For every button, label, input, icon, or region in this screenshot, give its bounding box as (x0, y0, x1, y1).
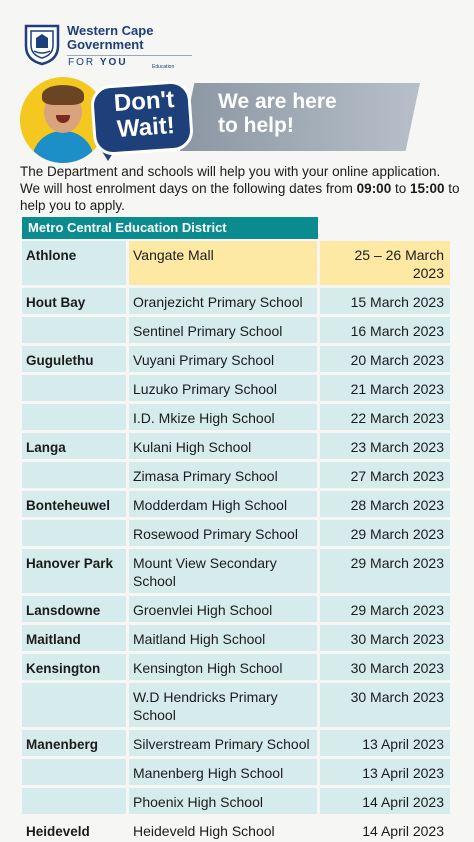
table-row (22, 788, 450, 814)
venue-cell: Zimasa Primary School (129, 462, 317, 488)
table-row (22, 817, 450, 842)
table-row (22, 433, 450, 459)
area-cell (22, 404, 126, 430)
logo-department: Education (152, 64, 175, 70)
table-row (22, 683, 450, 727)
date-cell: 30 March 2023 (320, 683, 450, 727)
date-cell: 21 March 2023 (320, 375, 450, 401)
date-cell: 29 March 2023 (320, 596, 450, 622)
table-row (22, 346, 450, 372)
date-cell: 25 – 26 March 2023 (320, 241, 450, 285)
area-cell: Athlone (22, 241, 126, 285)
table-row (22, 462, 450, 488)
date-cell: 28 March 2023 (320, 491, 450, 517)
date-cell: 30 March 2023 (320, 654, 450, 680)
table-row (22, 375, 450, 401)
area-cell (22, 375, 126, 401)
venue-cell: Kulani High School (129, 433, 317, 459)
area-cell: Manenberg (22, 730, 126, 756)
banner-tagline: We are here to help! (218, 90, 337, 137)
crest-icon (22, 22, 62, 66)
date-cell: 23 March 2023 (320, 433, 450, 459)
venue-cell: Oranjezicht Primary School (129, 288, 317, 314)
table-row (22, 759, 450, 785)
area-cell (22, 317, 126, 343)
date-cell: 13 April 2023 (320, 730, 450, 756)
table-row (22, 596, 450, 622)
venue-cell: W.D Hendricks Primary School (129, 683, 317, 727)
logo-tagline: FOR YOU (68, 57, 128, 68)
venue-cell: I.D. Mkize High School (129, 404, 317, 430)
table-row (22, 288, 450, 314)
date-cell: 29 March 2023 (320, 549, 450, 593)
venue-cell: Maitland High School (129, 625, 317, 651)
date-cell: 14 April 2023 (320, 788, 450, 814)
intro-paragraph: The Department and schools will help you with your online application. We will host enrolment days on the following dates from 09:00 to 15:00 to help you to apply. (20, 164, 460, 213)
area-cell: Lansdowne (22, 596, 126, 622)
venue-cell: Manenberg High School (129, 759, 317, 785)
venue-cell: Luzuko Primary School (129, 375, 317, 401)
table-row (22, 625, 450, 651)
venue-cell: Heideveld High School (133, 823, 275, 839)
venue-cell: Modderdam High School (129, 491, 317, 517)
venue-cell: Sentinel Primary School (129, 317, 317, 343)
area-cell: Gugulethu (22, 346, 126, 372)
venue-cell: Groenvlei High School (129, 596, 317, 622)
start-time: 09:00 (356, 181, 392, 196)
table-row (22, 654, 450, 680)
logo-divider (67, 55, 192, 56)
logo-line2: Government (67, 37, 144, 52)
hero-banner (0, 75, 474, 165)
table-row (22, 491, 450, 517)
venue-cell: Kensington High School (129, 654, 317, 680)
area-cell: Heideveld (26, 824, 90, 839)
table-row (22, 317, 450, 343)
speech-bubble-text: Don't Wait! (113, 85, 176, 143)
area-cell: Hanover Park (22, 549, 126, 593)
date-cell: 30 March 2023 (320, 625, 450, 651)
area-cell: Bonteheuwel (22, 491, 126, 517)
area-cell: Maitland (22, 625, 126, 651)
venue-cell: Phoenix High School (129, 788, 317, 814)
table-row (22, 404, 450, 430)
wcg-logo (22, 20, 192, 70)
table-row (22, 241, 450, 285)
date-cell: 20 March 2023 (320, 346, 450, 372)
date-cell: 16 March 2023 (320, 317, 450, 343)
area-cell (22, 683, 126, 727)
venue-cell: Silverstream Primary School (129, 730, 317, 756)
area-cell: Kensington (22, 654, 126, 680)
venue-cell: Vuyani Primary School (129, 346, 317, 372)
area-cell (22, 788, 126, 814)
venue-cell: Rosewood Primary School (129, 520, 317, 546)
date-cell: 13 April 2023 (320, 759, 450, 785)
district-header: Metro Central Education District (22, 217, 318, 239)
date-cell: 27 March 2023 (320, 462, 450, 488)
schedule-table (22, 241, 450, 842)
date-cell: 14 April 2023 (362, 823, 444, 839)
area-cell (22, 520, 126, 546)
area-cell: Langa (22, 433, 126, 459)
table-row (22, 520, 450, 546)
venue-cell: Vangate Mall (129, 241, 317, 285)
area-cell (22, 462, 126, 488)
table-row (22, 549, 450, 593)
area-cell: Hout Bay (22, 288, 126, 314)
table-row (22, 730, 450, 756)
venue-cell: Mount View Secondary School (129, 549, 317, 593)
date-cell: 15 March 2023 (320, 288, 450, 314)
area-cell (22, 759, 126, 785)
date-cell: 29 March 2023 (320, 520, 450, 546)
logo-line1: Western Cape (67, 23, 154, 38)
date-cell: 22 March 2023 (320, 404, 450, 430)
end-time: 15:00 (409, 181, 445, 196)
